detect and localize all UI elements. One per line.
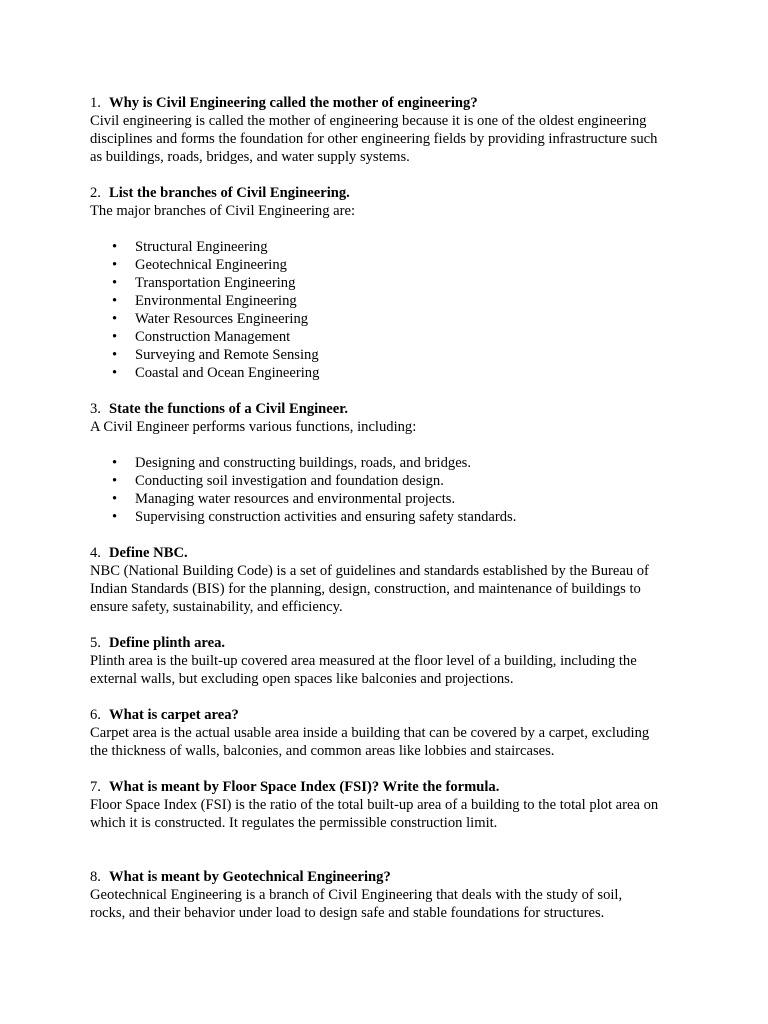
bullet-icon: • (112, 293, 118, 309)
branches-list (90, 238, 690, 382)
list-item (90, 454, 690, 472)
question-heading (90, 706, 690, 724)
answer-line: The major branches of Civil Engineering are: (90, 203, 356, 219)
answer-line: as buildings, roads, bridges, and water supply systems. (90, 149, 410, 165)
section-7 (90, 778, 690, 832)
question-number: 8. (90, 869, 101, 885)
answer-line: A Civil Engineer performs various functions, including: (90, 419, 417, 435)
bullet-icon: • (112, 347, 118, 363)
question-number: 3. (90, 401, 101, 417)
section-6 (90, 706, 690, 760)
list-item-text: Water Resources Engineering (135, 311, 309, 327)
question-number: 1. (90, 95, 101, 111)
question-title: Define plinth area. (109, 635, 226, 651)
question-number: 4. (90, 545, 101, 561)
bullet-icon: • (112, 257, 118, 273)
bullet-icon: • (112, 491, 118, 507)
answer-line: which it is constructed. It regulates the permissible construction limit. (90, 815, 498, 831)
section-1 (90, 94, 690, 166)
list-item-text: Surveying and Remote Sensing (135, 347, 319, 363)
list-item-text: Designing and constructing buildings, roads, and bridges. (135, 455, 472, 471)
answer-line: external walls, but excluding open spaces like balconies and projections. (90, 671, 514, 687)
question-heading (90, 184, 690, 202)
list-item (90, 346, 690, 364)
section-8 (90, 868, 690, 922)
question-heading (90, 868, 690, 886)
question-heading (90, 400, 690, 418)
list-item (90, 472, 690, 490)
list-item (90, 274, 690, 292)
question-title: What is meant by Floor Space Index (FSI)? Write the formula. (109, 779, 500, 795)
question-number: 6. (90, 707, 101, 723)
question-heading (90, 778, 690, 796)
bullet-icon: • (112, 365, 118, 381)
list-item-text: Construction Management (135, 329, 291, 345)
section-5 (90, 634, 690, 688)
list-item (90, 238, 690, 256)
answer-line: ensure safety, sustainability, and efficiency. (90, 599, 343, 615)
question-title: What is meant by Geotechnical Engineering? (109, 869, 391, 885)
question-title: List the branches of Civil Engineering. (109, 185, 350, 201)
question-title: State the functions of a Civil Engineer. (109, 401, 349, 417)
answer-line: disciplines and forms the foundation for other engineering fields by providing infrastructure such (90, 131, 658, 147)
answer-line: Plinth area is the built-up covered area measured at the floor level of a building, including the (90, 653, 637, 669)
bullet-icon: • (112, 275, 118, 291)
list-item (90, 328, 690, 346)
bullet-icon: • (112, 455, 118, 471)
question-title: Define NBC. (109, 545, 188, 561)
list-item-text: Geotechnical Engineering (135, 257, 287, 273)
list-item (90, 364, 690, 382)
answer-line: Floor Space Index (FSI) is the ratio of the total built-up area of a building to the total plot area on (90, 797, 659, 813)
answer-line: Indian Standards (BIS) for the planning, design, construction, and maintenance of buildings to (90, 581, 641, 597)
list-item (90, 310, 690, 328)
section-2 (90, 184, 690, 382)
bullet-icon: • (112, 311, 118, 327)
list-item-text: Managing water resources and environmental projects. (135, 491, 456, 507)
section-3 (90, 400, 690, 526)
document-page (90, 94, 690, 922)
answer-line: rocks, and their behavior under load to design safe and stable foundations for structures. (90, 905, 605, 921)
answer-line: Geotechnical Engineering is a branch of Civil Engineering that deals with the study of soil, (90, 887, 623, 903)
question-heading (90, 94, 690, 112)
question-heading (90, 544, 690, 562)
list-item-text: Transportation Engineering (135, 275, 296, 291)
list-item-text: Coastal and Ocean Engineering (135, 365, 320, 381)
question-number: 2. (90, 185, 101, 201)
question-number: 5. (90, 635, 101, 651)
bullet-icon: • (112, 473, 118, 489)
list-item-text: Supervising construction activities and ensuring safety standards. (135, 509, 517, 525)
section-4 (90, 544, 690, 616)
list-item-text: Conducting soil investigation and foundation design. (135, 473, 444, 489)
bullet-icon: • (112, 509, 118, 525)
list-item (90, 292, 690, 310)
list-item-text: Structural Engineering (135, 239, 268, 255)
list-item (90, 256, 690, 274)
answer-line: Carpet area is the actual usable area inside a building that can be covered by a carpet, excluding (90, 725, 650, 741)
answer-line: Civil engineering is called the mother of engineering because it is one of the oldest engineering (90, 113, 647, 129)
functions-list (90, 454, 690, 526)
question-heading (90, 634, 690, 652)
question-title: Why is Civil Engineering called the mother of engineering? (109, 95, 478, 111)
answer-line: the thickness of walls, balconies, and common areas like lobbies and staircases. (90, 743, 555, 759)
list-item (90, 508, 690, 526)
question-number: 7. (90, 779, 101, 795)
bullet-icon: • (112, 329, 118, 345)
list-item-text: Environmental Engineering (135, 293, 297, 309)
answer-line: NBC (National Building Code) is a set of guidelines and standards established by the Bureau of (90, 563, 649, 579)
bullet-icon: • (112, 239, 118, 255)
question-title: What is carpet area? (109, 707, 239, 723)
list-item (90, 490, 690, 508)
